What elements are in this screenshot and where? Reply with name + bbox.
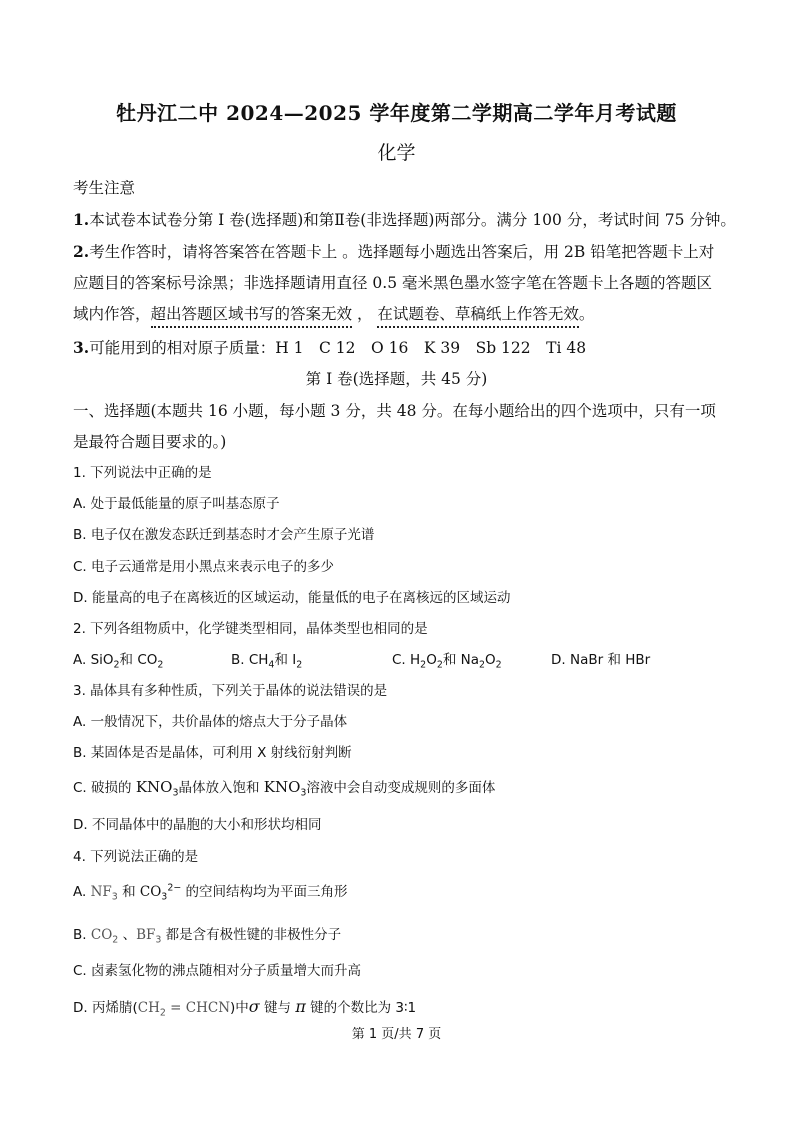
notice-item-2-line-2: 应题目的答案标号涂黑；非选择题请用直径 0.5 毫米黑色墨水签字笔在答题卡上各题的答题区 bbox=[73, 274, 713, 292]
q2-stem: 2. 下列各组物质中，化学键类型相同，晶体类型也相同的是 bbox=[73, 621, 428, 637]
notice-item-2-line-3 bbox=[73, 302, 594, 324]
q1-option-c: C. 电子云通常是用小黑点来表示电子的多少 bbox=[73, 559, 335, 575]
notice-heading: 考生注意 bbox=[73, 179, 136, 197]
section-1-intro-a: 一、选择题(本题共 16 小题，每小题 3 分，共 48 分。在每小题给出的四个选项中，只有一项 bbox=[73, 402, 716, 420]
q4-option-d: D. 丙烯腈($CH_2$ = CHCN)中σ 键与 π 键的个数比为 3∶1 bbox=[73, 997, 417, 1019]
q1-stem: 1. 下列说法中正确的是 bbox=[73, 465, 212, 481]
notice-item-3-text: 可能用到的相对原子质量：H 1 C 12 O 16 K 39 Sb 122 Ti 48 bbox=[89, 339, 587, 357]
notice-item-3-number: 3. bbox=[73, 338, 90, 357]
notice-item-2-number: 2. bbox=[73, 242, 90, 261]
notice-item-1-number: 1. bbox=[73, 210, 90, 229]
q3-option-a: A. 一般情况下，共价晶体的熔点大于分子晶体 bbox=[73, 714, 348, 730]
emphasis-dotted-1: 超出答题区域书写的答案无效 bbox=[151, 305, 353, 328]
notice-item-1 bbox=[73, 208, 736, 230]
q4-option-a: A. $NF_3$ 和 $CO_3^{2-}$ 的空间结构均为平面三角形 bbox=[73, 882, 348, 903]
q4-stem: 4. 下列说法正确的是 bbox=[73, 849, 199, 865]
page-footer: 第 1 页/共 7 页 bbox=[351, 1027, 442, 1042]
emphasis-dotted-2: 在试题卷、草稿纸上作答无效 bbox=[377, 305, 579, 328]
q4-option-c: C. 卤素氢化物的沸点随相对分子质量增大而升高 bbox=[73, 963, 362, 979]
notice-item-3 bbox=[73, 336, 586, 358]
notice-item-2-sep: ， bbox=[352, 305, 378, 323]
q3-option-b: B. 某固体是否是晶体，可利用 X 射线衍射判断 bbox=[73, 745, 352, 761]
notice-item-2-end: 。 bbox=[578, 305, 595, 323]
section-1-header: 第 I 卷(选择题，共 45 分) bbox=[305, 370, 488, 388]
q2-option-d: D. NaBr 和 HBr bbox=[551, 652, 651, 668]
q1-option-a: A. 处于最低能量的原子叫基态原子 bbox=[73, 496, 280, 512]
q2-option-b: B. $CH_4$和 $I_2$ bbox=[231, 652, 303, 671]
notice-item-2-line-1 bbox=[73, 240, 714, 262]
q2-option-c: C. $H_2O_2$和 $Na_2O_2$ bbox=[392, 652, 502, 671]
notice-item-2-text-a: 考生作答时，请将答案答在答题卡上 。选择题每小题选出答案后，用 2B 铅笔把答题卡上对 bbox=[89, 243, 715, 261]
notice-item-2-plain: 域内作答， bbox=[73, 305, 151, 323]
exam-title: 牡丹江二中 2024—2025 学年度第二学期高二学年月考试题 bbox=[116, 101, 677, 125]
q3-option-d: D. 不同晶体中的晶胞的大小和形状均相同 bbox=[73, 817, 322, 833]
q3-option-c: C. 破损的 $KNO_3$晶体放入饱和 $KNO_3$溶液中会自动变成规则的多面体 bbox=[73, 778, 496, 799]
section-1-intro-b: 是最符合题目要求的。) bbox=[73, 433, 227, 451]
q1-option-d: D. 能量高的电子在离核近的区域运动，能量低的电子在离核远的区域运动 bbox=[73, 590, 511, 606]
q2-option-a: A. SiO$_2$和 $CO_2$ bbox=[73, 652, 164, 671]
q3-stem: 3. 晶体具有多种性质，下列关于晶体的说法错误的是 bbox=[73, 683, 388, 699]
q1-option-b: B. 电子仅在激发态跃迁到基态时才会产生原子光谱 bbox=[73, 527, 375, 543]
q4-option-b: B. $CO_2$ 、$BF_3$ 都是含有极性键的非极性分子 bbox=[73, 927, 342, 946]
exam-subject: 化学 bbox=[377, 142, 416, 164]
notice-item-1-text: 本试卷本试卷分第 I 卷(选择题)和第Ⅱ卷(非选择题)两部分。满分 100 分，考试时间 75 分钟。 bbox=[89, 211, 736, 229]
